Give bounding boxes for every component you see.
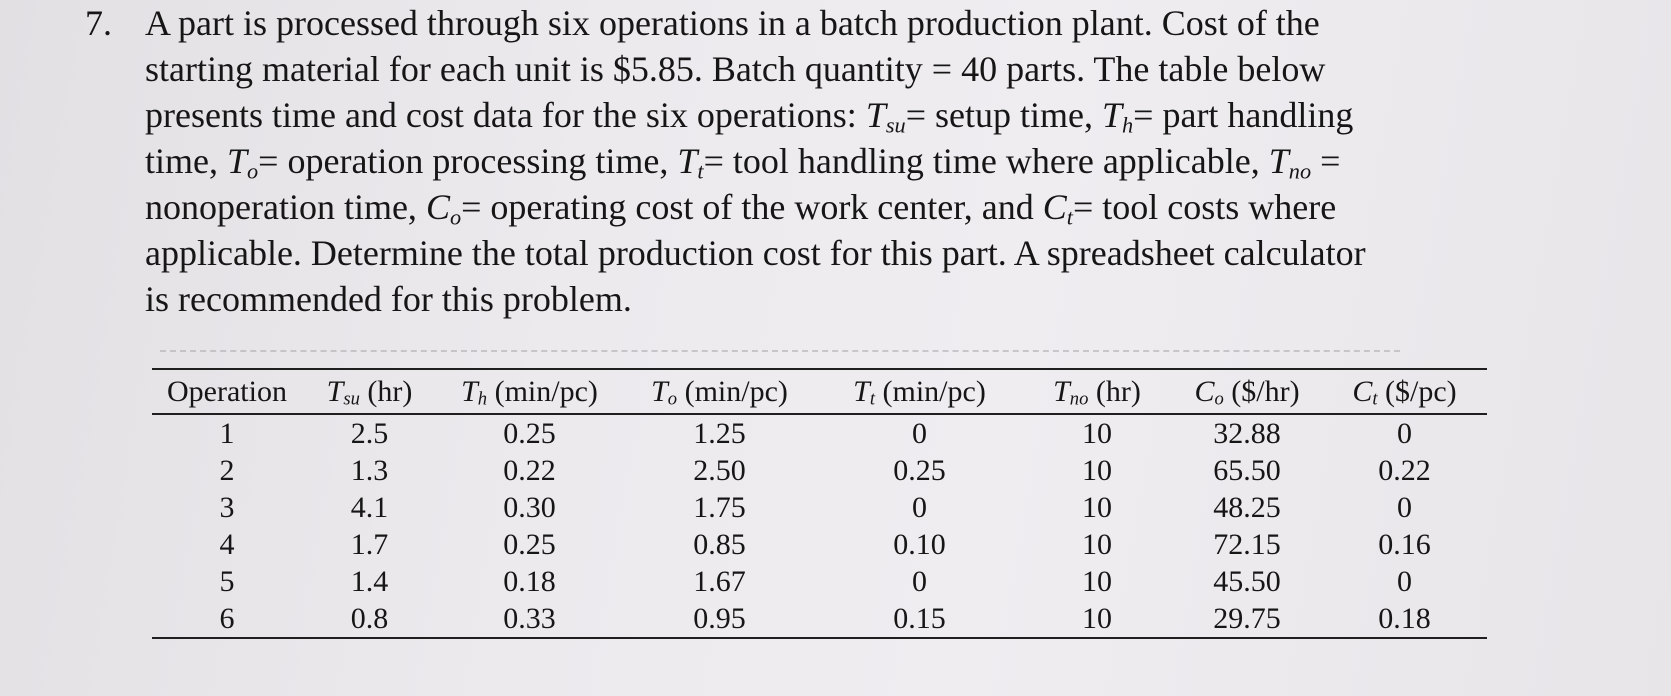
- header-tno: [1022, 369, 1172, 414]
- cell-tt: 0.25: [893, 454, 946, 487]
- header-th: [437, 369, 622, 414]
- cell-tsu: 0.8: [350, 602, 389, 635]
- cell-th: 0.30: [503, 491, 556, 524]
- cell-tsu: 1.7: [350, 528, 389, 561]
- cell-operation: 1: [219, 417, 235, 450]
- header-operation: Operation: [167, 375, 287, 408]
- header-th-unit: (min/pc): [494, 375, 598, 408]
- symbol-t: T: [1101, 95, 1122, 135]
- cell-th: 0.22: [503, 454, 556, 487]
- cell-to: 0.95: [693, 602, 746, 635]
- header-tt-unit: (min/pc): [882, 375, 986, 408]
- cell-tsu: 1.3: [350, 454, 389, 487]
- cell-ct: 0.22: [1378, 454, 1431, 487]
- problem-number: 7.: [85, 3, 112, 43]
- cell-tt: 0: [912, 491, 927, 524]
- header-sub-su: su: [343, 388, 360, 410]
- cell-ct: 0: [1397, 417, 1412, 450]
- cell-tt: 0.15: [893, 602, 946, 635]
- problem-line-1: A part is processed through six operations in a batch production plant. Cost of the: [145, 3, 1320, 43]
- cell-th: 0.25: [503, 417, 556, 450]
- problem-text: [145, 0, 1505, 322]
- cell-co: 45.50: [1213, 565, 1281, 598]
- cell-tno: 10: [1082, 417, 1112, 450]
- problem-line-6: applicable. Determine the total production cost for this part. A spreadsheet calculator: [145, 233, 1366, 273]
- cell-tsu: 2.5: [350, 417, 389, 450]
- header-symbol-c: C: [1194, 375, 1215, 408]
- table-row: [152, 489, 1487, 526]
- cell-to: 2.50: [693, 454, 746, 487]
- cell-to: 1.75: [693, 491, 746, 524]
- cell-tt: 0: [912, 565, 927, 598]
- header-sub-o: o: [1214, 388, 1224, 410]
- symbol-c: C: [1042, 187, 1067, 227]
- symbol-t: T: [1268, 141, 1289, 181]
- header-symbol-t: T: [326, 375, 344, 408]
- cell-tt: 0: [912, 417, 927, 450]
- header-symbol-t: T: [853, 375, 870, 408]
- cell-co: 72.15: [1213, 528, 1281, 561]
- cell-to: 0.85: [693, 528, 746, 561]
- cell-operation: 4: [219, 528, 235, 561]
- cell-ct: 0.18: [1378, 602, 1431, 635]
- header-symbol-t: T: [651, 375, 668, 408]
- table-row: [152, 414, 1487, 452]
- cell-operation: 6: [219, 602, 235, 635]
- cell-th: 0.33: [503, 602, 556, 635]
- tno-definition: =: [1320, 141, 1341, 181]
- operations-table: [152, 368, 1487, 639]
- symbol-sub-su: su: [885, 112, 906, 138]
- header-to-unit: (min/pc): [684, 375, 788, 408]
- tsu-definition: = setup time,: [905, 95, 1093, 135]
- symbol-sub-o: o: [247, 158, 259, 184]
- symbol-c: C: [425, 187, 450, 227]
- operations-table-container: [152, 368, 1487, 639]
- cell-ct: 0: [1397, 491, 1412, 524]
- symbol-sub-t: t: [1066, 204, 1073, 230]
- symbol-t: T: [677, 141, 698, 181]
- problem-line-4-text: time,: [145, 141, 218, 181]
- problem-line-4: [145, 138, 1505, 184]
- table-row: [152, 526, 1487, 563]
- header-co-unit: ($/hr): [1231, 375, 1300, 408]
- header-symbol-t: T: [1053, 375, 1070, 408]
- cell-tno: 10: [1082, 491, 1112, 524]
- cell-th: 0.25: [503, 528, 556, 561]
- header-sub-h: h: [477, 388, 488, 410]
- problem-line-2: starting material for each unit is $5.85. Batch quantity = 40 parts. The table below: [145, 49, 1326, 89]
- cell-operation: 2: [219, 454, 235, 487]
- table-row: [152, 452, 1487, 489]
- header-tt: [817, 369, 1022, 414]
- header-ct-unit: ($/pc): [1385, 375, 1457, 408]
- symbol-sub-no: no: [1288, 158, 1312, 184]
- header-tsu: [302, 369, 437, 414]
- cell-tsu: 4.1: [350, 491, 389, 524]
- problem-line-3: [145, 92, 1505, 138]
- co-definition: = operating cost of the work center, and: [461, 187, 1034, 227]
- symbol-sub-o: o: [449, 204, 462, 230]
- header-symbol-t: T: [461, 375, 478, 408]
- problem-line-7: is recommended for this problem.: [145, 279, 632, 319]
- header-sub-t: t: [869, 388, 876, 410]
- cell-ct: 0.16: [1378, 528, 1431, 561]
- table-row: [152, 600, 1487, 638]
- cell-tno: 10: [1082, 565, 1112, 598]
- table-row: [152, 563, 1487, 600]
- header-sub-t: t: [1372, 388, 1378, 410]
- to-definition: = operation processing time,: [258, 141, 669, 181]
- cell-co: 32.88: [1213, 417, 1281, 450]
- cell-ct: 0: [1397, 565, 1412, 598]
- symbol-t: T: [226, 141, 248, 181]
- cell-th: 0.18: [503, 565, 556, 598]
- symbol-t: T: [865, 95, 886, 135]
- problem-line-5: [145, 184, 1505, 230]
- header-tno-unit: (hr): [1095, 375, 1141, 408]
- cell-co: 48.25: [1213, 491, 1281, 524]
- header-sub-no: no: [1069, 388, 1089, 410]
- problem-line-5-text: nonoperation time,: [145, 187, 417, 227]
- th-definition: = part handling: [1133, 95, 1354, 135]
- problem-line-3-text: presents time and cost data for the six operations:: [145, 95, 857, 135]
- cell-to: 1.67: [693, 565, 746, 598]
- cell-tno: 10: [1082, 454, 1112, 487]
- cell-tt: 0.10: [893, 528, 946, 561]
- cell-co: 65.50: [1213, 454, 1281, 487]
- symbol-sub-t: t: [697, 158, 704, 184]
- header-ct: [1322, 369, 1487, 414]
- table-header-row: [152, 369, 1487, 414]
- header-co: [1172, 369, 1322, 414]
- cell-tno: 10: [1082, 602, 1112, 635]
- cell-tsu: 1.4: [350, 565, 389, 598]
- header-tsu-unit: (hr): [367, 375, 413, 408]
- symbol-sub-h: h: [1122, 112, 1134, 138]
- cell-operation: 3: [219, 491, 235, 524]
- ct-definition: = tool costs where: [1073, 187, 1337, 227]
- tt-definition: = tool handling time where applicable,: [703, 141, 1260, 181]
- header-to: [622, 369, 817, 414]
- cell-operation: 5: [219, 565, 235, 598]
- cell-tno: 10: [1082, 528, 1112, 561]
- header-sub-o: o: [667, 388, 678, 410]
- header-symbol-c: C: [1352, 375, 1373, 408]
- cell-to: 1.25: [693, 417, 746, 450]
- cell-co: 29.75: [1213, 602, 1281, 635]
- faint-dashed-rule: [160, 350, 1400, 352]
